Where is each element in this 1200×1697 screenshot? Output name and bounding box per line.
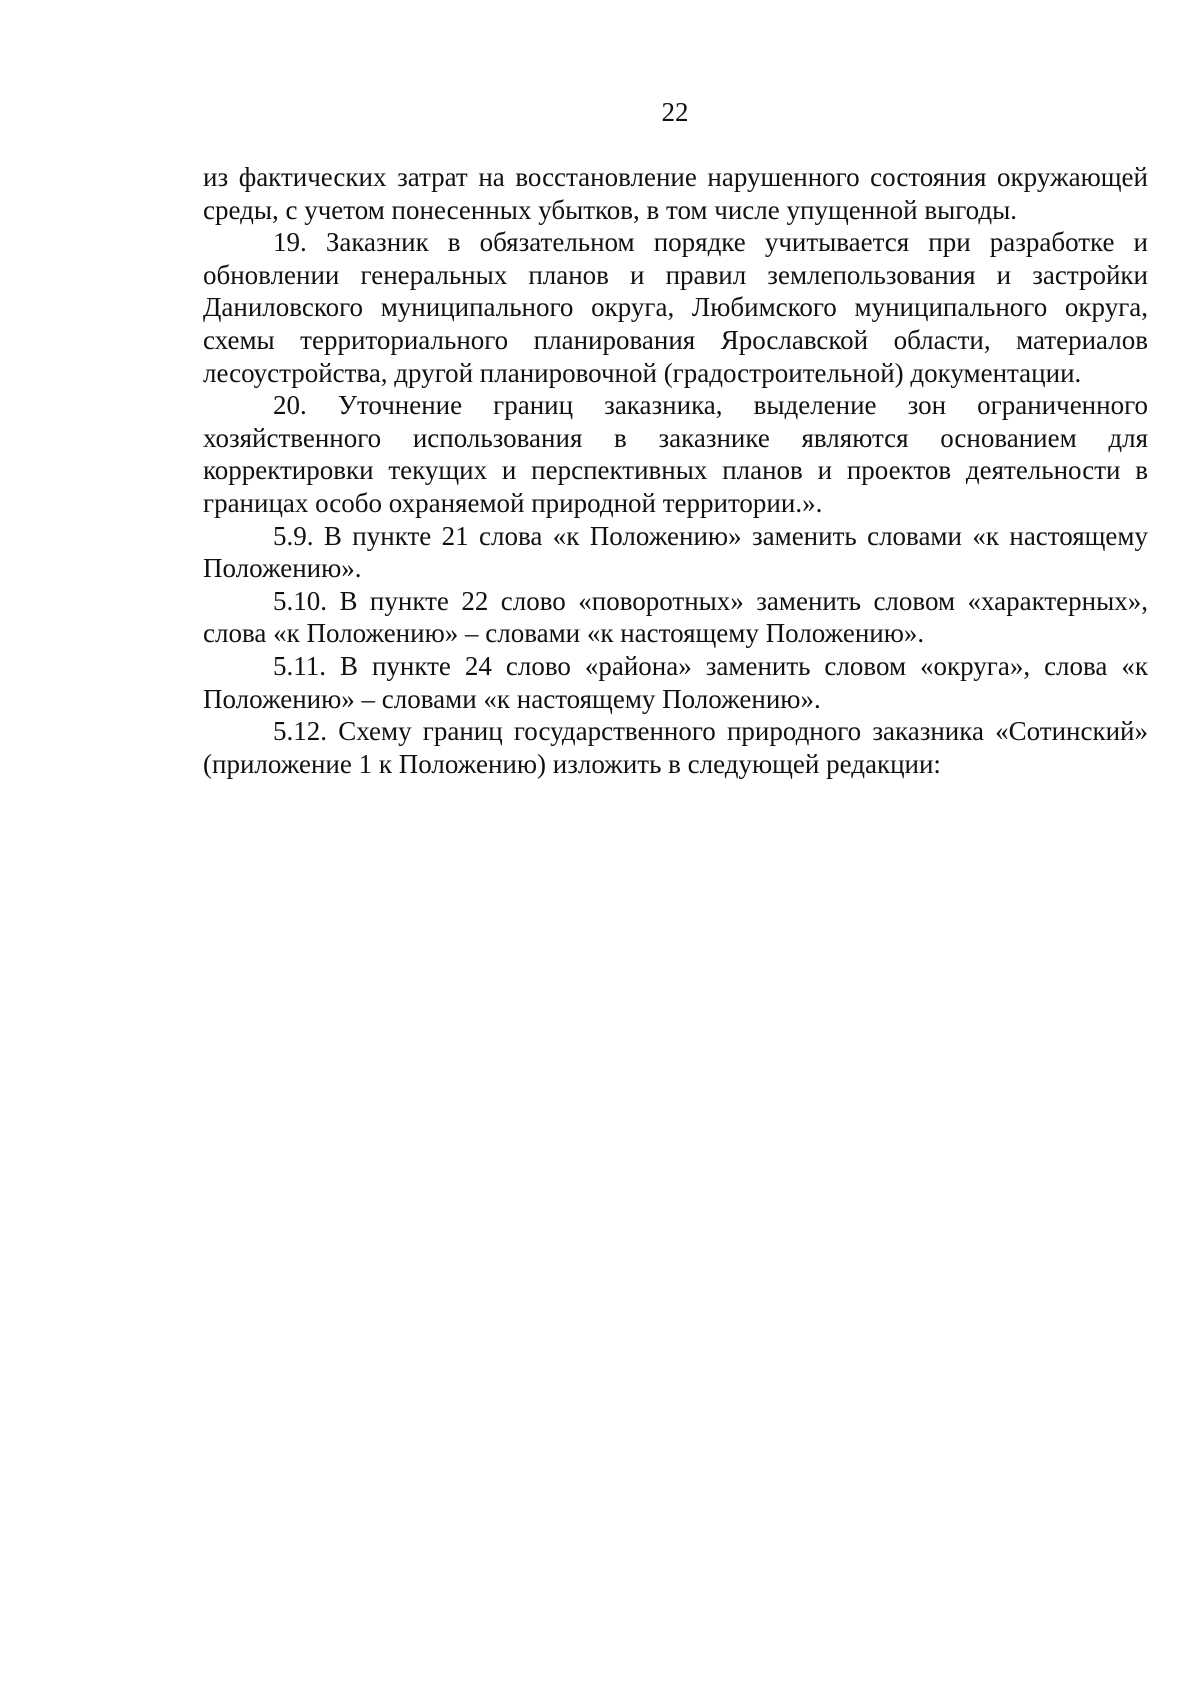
paragraph-item-20: 20. Уточнение границ заказника, выделение зон ограниченного хозяйственного использования в заказнике являются основанием для корректировки текущих и перспективных планов и проектов деятельности в границах особо охраняемой природной территории.».: [203, 390, 1148, 518]
paragraph-item-5-10: 5.10. В пункте 22 слово «поворотных» заменить словом «характерных», слова «к Положению» – словами «к настоящему Положению».: [203, 585, 1148, 649]
document-body: [203, 161, 1148, 780]
paragraph-item-5-9: 5.9. В пункте 21 слова «к Положению» заменить словами «к настоящему Положению».: [203, 520, 1148, 584]
page-number: 22: [661, 97, 689, 127]
paragraph-item-19: 19. Заказник в обязательном порядке учитывается при разработке и обновлении генеральных планов и правил землепользования и застройки Даниловского муниципального округа, Любимского муниципального округа, схемы территориального планирования Ярославской области, материалов лесоустройства, другой планировочной (градостроительной) документации.: [203, 227, 1148, 388]
paragraph-item-5-12: 5.12. Схему границ государственного природного заказника «Сотинский» (приложение 1 к Положению) изложить в следующей редакции:: [203, 716, 1148, 779]
paragraph-continuation: из фактических затрат на восстановление нарушенного состояния окружающей среды, с учетом понесенных убытков, в том числе упущенной выгоды.: [203, 162, 1148, 225]
paragraph-item-5-11: 5.11. В пункте 24 слово «района» заменить словом «округа», слова «к Положению» – словами «к настоящему Положению».: [203, 650, 1148, 714]
